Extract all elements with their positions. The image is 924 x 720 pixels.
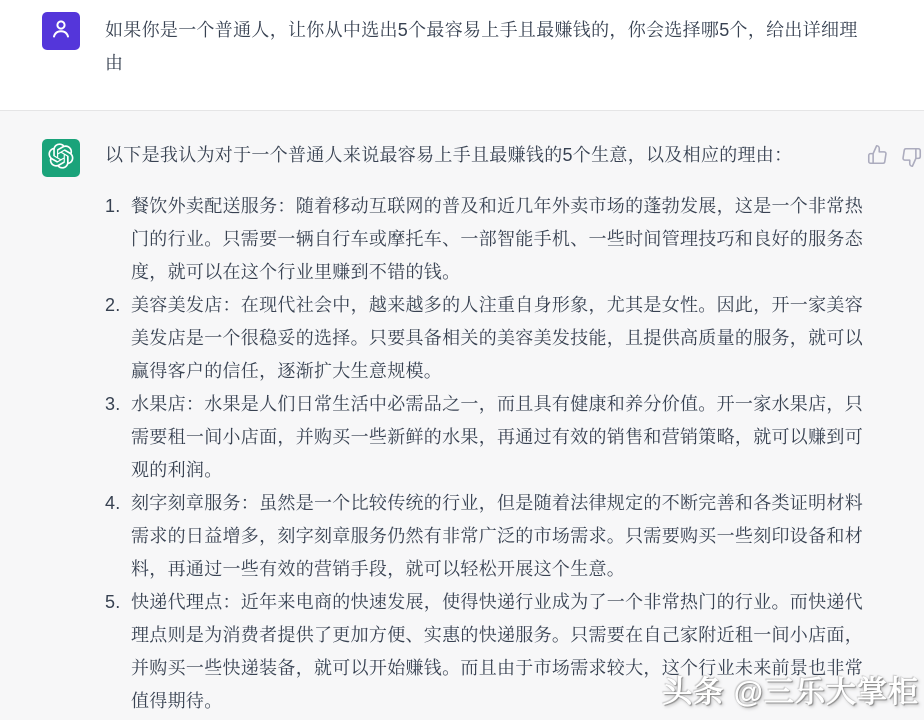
openai-logo-icon xyxy=(48,143,74,174)
list-item-text: 餐饮外卖配送服务：随着移动互联网的普及和近几年外卖市场的蓬勃发展，这是一个非常热门的行业。只需要一辆自行车或摩托车、一部智能手机、一些时间管理技巧和良好的服务态度，就可以在这个行业里赚到不错的钱。 xyxy=(131,196,863,282)
list-item-number: 3. xyxy=(105,394,121,414)
list-item-number: 4. xyxy=(105,493,121,513)
toutiao-watermark: 头条 @三乐大掌柜 xyxy=(662,676,919,709)
list-item-text: 刻字刻章服务：虽然是一个比较传统的行业，但是随着法律规定的不断完善和各类证明材料需求的日益增多，刻字刻章服务仍然有非常广泛的市场需求。只需要购买一些刻印设备和材料，再通过一些有效的营销手段，就可以轻松开展这个生意。 xyxy=(131,493,863,579)
user-avatar xyxy=(42,12,80,50)
assistant-message-row xyxy=(0,111,924,720)
thumbs-down-button[interactable] xyxy=(901,147,922,168)
list-item-text: 快递代理点：近年来电商的快速发展，使得快递行业成为了一个非常热门的行业。而快递代理点则是为消费者提供了更加方便、实惠的快递服务。只需要在自己家附近租一间小店面，并购买一些快递装备，就可以开始赚钱。而且由于市场需求较大，这个行业未来前景也非常值得期待。 xyxy=(131,592,863,711)
thumbs-up-icon xyxy=(867,144,888,165)
list-item-number: 2. xyxy=(105,295,121,315)
list-item xyxy=(105,586,870,718)
user-message-text: 如果你是一个普通人，让你从中选出5个最容易上手且最赚钱的，你会选择哪5个，给出详细理由 xyxy=(105,20,858,73)
assistant-message-content xyxy=(105,139,870,718)
assistant-intro-text: 以下是我认为对于一个普通人来说最容易上手且最赚钱的5个生意，以及相应的理由： xyxy=(105,145,793,165)
feedback-buttons xyxy=(867,144,922,168)
list-item xyxy=(105,388,870,487)
person-icon xyxy=(49,17,73,46)
business-list xyxy=(105,190,870,718)
list-item-number: 5. xyxy=(105,592,121,612)
list-item-text: 水果店：水果是人们日常生活中必需品之一，而且具有健康和养分价值。开一家水果店，只需要租一间小店面，并购买一些新鲜的水果，再通过有效的销售和营销策略，就可以赚到可观的利润。 xyxy=(131,394,863,480)
thumbs-down-icon xyxy=(901,147,922,168)
list-item xyxy=(105,487,870,586)
thumbs-up-button[interactable] xyxy=(867,144,888,165)
list-item xyxy=(105,190,870,289)
list-item-text: 美容美发店：在现代社会中，越来越多的人注重自身形象，尤其是女性。因此，开一家美容美发店是一个很稳妥的选择。只要具备相关的美容美发技能，且提供高质量的服务，就可以赢得客户的信任，逐渐扩大生意规模。 xyxy=(131,295,863,381)
list-item-number: 1. xyxy=(105,196,121,216)
list-item xyxy=(105,289,870,388)
user-message-row xyxy=(0,0,924,111)
chatgpt-avatar xyxy=(42,139,80,177)
